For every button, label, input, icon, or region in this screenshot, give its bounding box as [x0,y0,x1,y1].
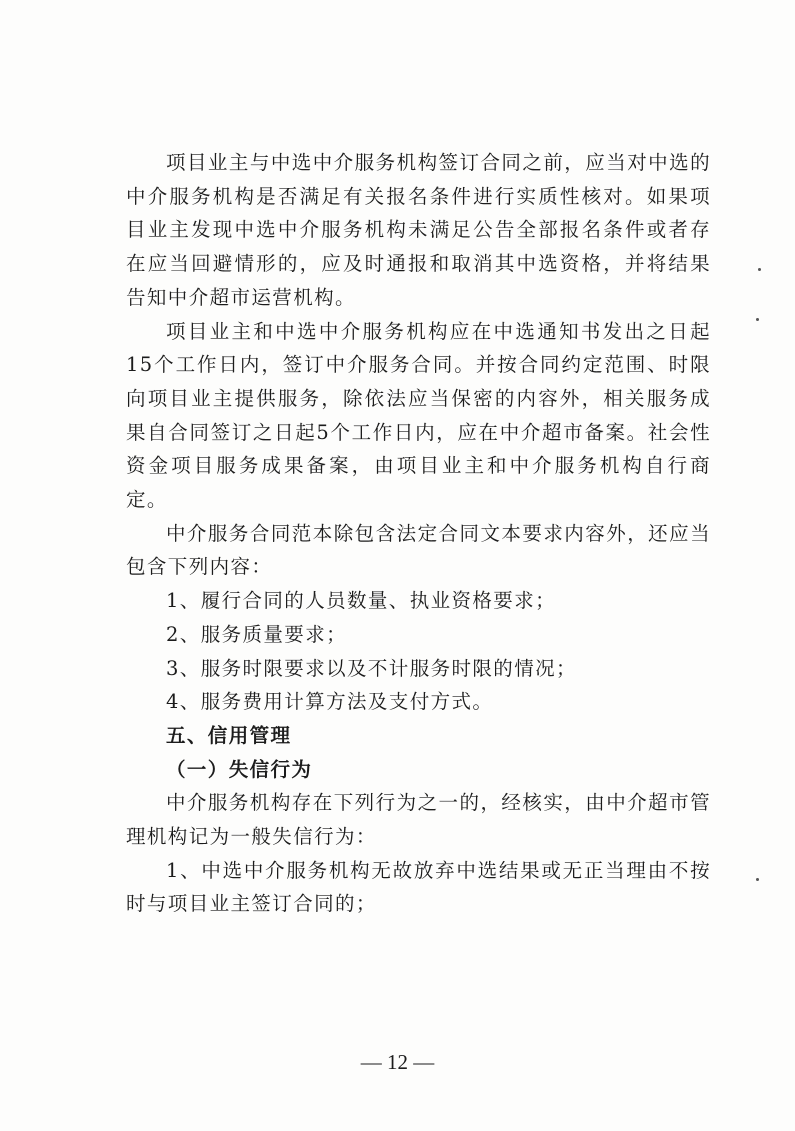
document-body [126,146,711,921]
subsection-heading: （一）失信行为 [166,757,313,781]
section-heading: 五、信用管理 [166,723,292,747]
scan-speck [758,268,761,271]
list-item: 3、服务时限要求以及不计服务时限的情况； [166,656,577,680]
list-item: 4、服务费用计算方法及支付方式。 [166,690,494,714]
scan-speck [756,878,759,881]
paragraph-violation-intro: 中介服务机构存在下列行为之一的，经核实，由中介超市管理机构记为一般失信行为： [126,791,711,849]
paragraph-contract-signing: 项目业主和中选中介服务机构应在中选通知书发出之日起15个工作日内，签订中介服务合同。并按合同约定范围、时限向项目业主提供服务，除依法应当保密的内容外，相关服务成果自合同签订之日起5个工作日内，应在中介超市备案。社会性资金项目服务成果备案，由项目业主和中介服务机构自行商定。 [126,319,711,512]
scan-speck [756,318,759,321]
paragraph-contract-template: 中介服务合同范本除包含法定合同文本要求内容外，还应当包含下列内容： [126,521,711,579]
list-item: 1、履行合同的人员数量、执业资格要求； [166,589,557,613]
page-number: — 12 — [360,1050,435,1074]
list-item: 2、服务质量要求； [166,622,348,646]
list-item: 1、中选中介服务机构无故放弃中选结果或无正当理由不按时与项目业主签订合同的； [126,858,711,916]
paragraph-contract-verification: 项目业主与中选中介服务机构签订合同之前，应当对中选的中介服务机构是否满足有关报名条件进行实质性核对。如果项目业主发现中选中介服务机构未满足公告全部报名条件或者存在应当回避情形的，应及时通报和取消其中选资格，并将结果告知中介超市运营机构。 [126,151,711,309]
